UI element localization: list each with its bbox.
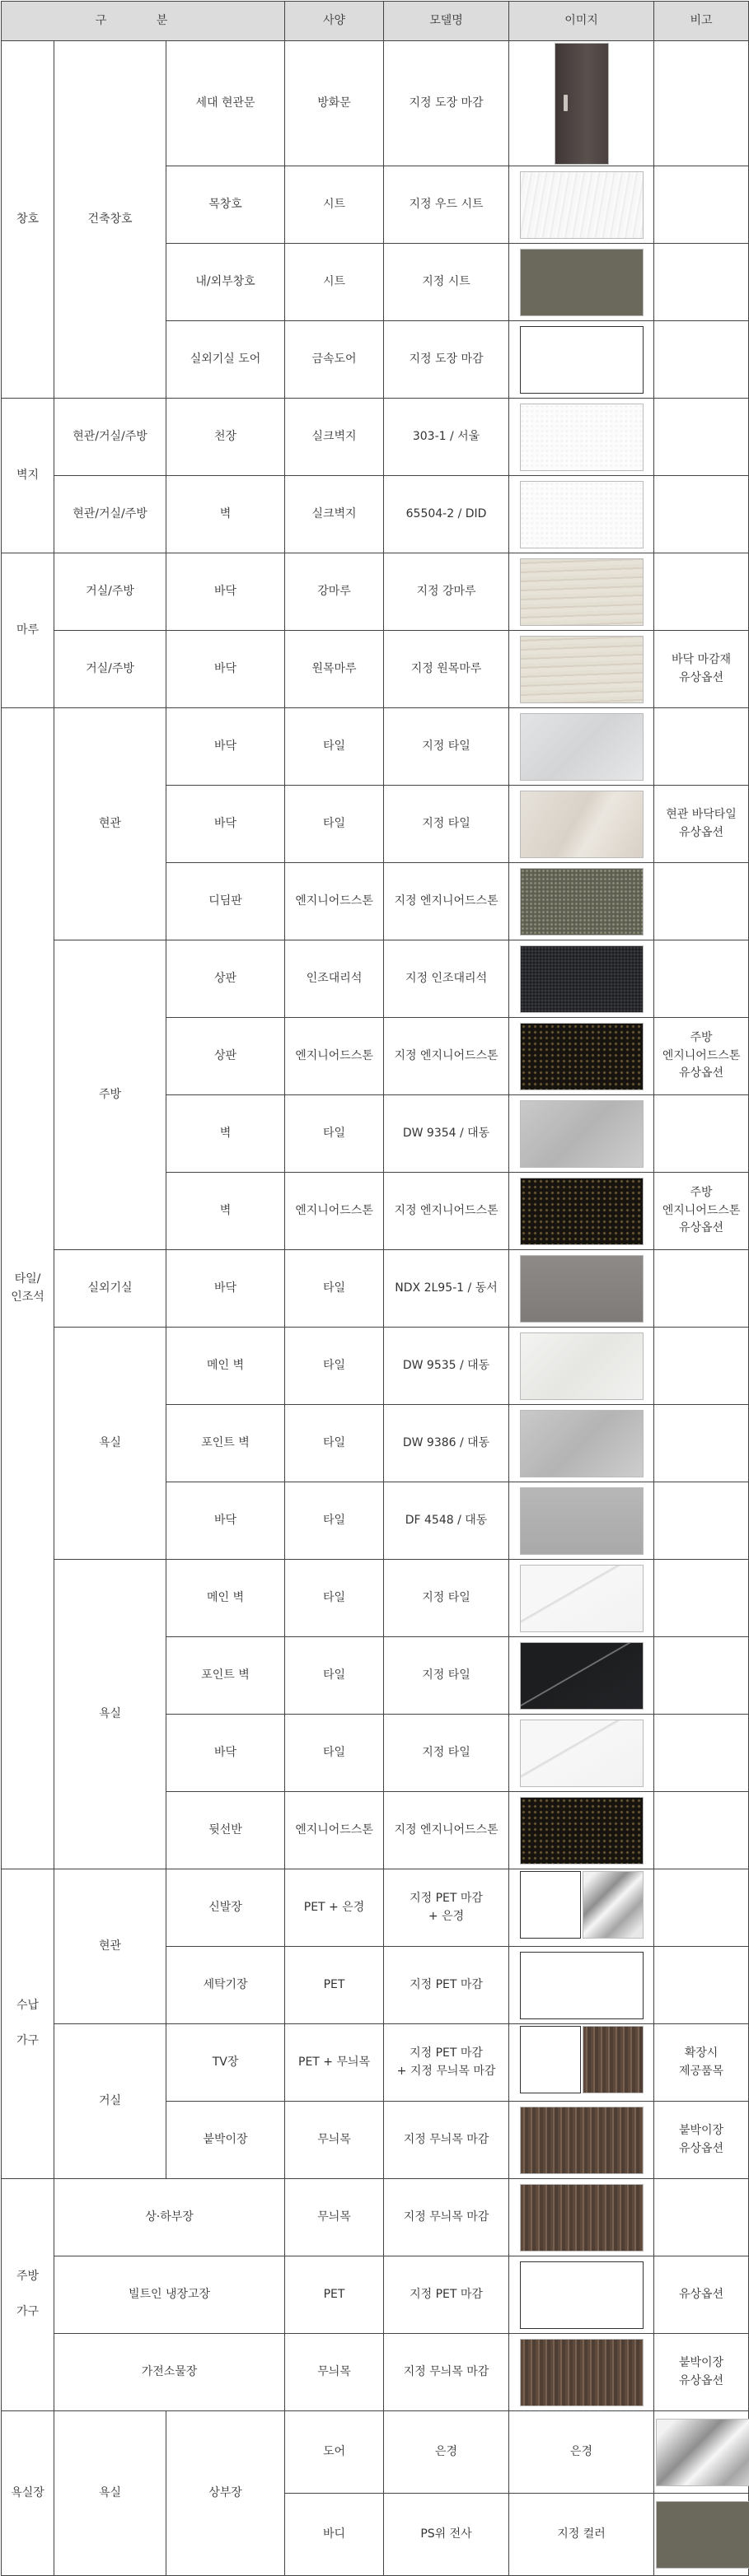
note-cell: [654, 1250, 749, 1328]
spec-cell: 엔지니어드스톤: [285, 1018, 384, 1095]
group-cell: 벽지: [2, 399, 54, 553]
item-cell: 신발장: [166, 1869, 285, 1947]
note-cell: [654, 1869, 749, 1947]
note-cell: [654, 1328, 749, 1405]
note-cell: [654, 1482, 749, 1560]
model-cell: 지정 원목마루: [384, 631, 509, 708]
spec-cell: 무늬목: [285, 2179, 384, 2256]
group-cell: 주방 가구: [2, 2179, 54, 2411]
item-cell: 벽: [166, 476, 285, 553]
image-cell: [509, 1173, 654, 1250]
item-cell: 천장: [166, 399, 285, 476]
table-row: [2, 631, 749, 708]
note-cell: 확장시 제공품목: [654, 2024, 749, 2102]
model-cell: 지정 PET 마감: [384, 1947, 509, 2024]
model-cell: 65504-2 / DID: [384, 476, 509, 553]
image-cell: [509, 166, 654, 244]
image-cell: [509, 41, 654, 166]
material-swatch: [520, 2261, 644, 2329]
door-image: [555, 43, 609, 165]
model-cell: NDX 2L95-1 / 동서: [384, 1250, 509, 1328]
item-cell: 벽: [166, 1173, 285, 1250]
item-cell: 바디: [285, 2494, 384, 2576]
note-cell: 현관 바닥타일 유상옵션: [654, 786, 749, 863]
model-cell: 은경: [509, 2411, 654, 2494]
image-cell: [509, 1482, 654, 1560]
group-cell: 수납 가구: [2, 1869, 54, 2179]
material-swatch: [520, 1100, 644, 1168]
group-cell: 마루: [2, 553, 54, 708]
material-swatch: [656, 2501, 749, 2569]
item-cell: 바닥: [166, 1250, 285, 1328]
image-cell: [509, 2334, 654, 2411]
item-cell: 벽: [166, 1095, 285, 1173]
model-cell: 지정 엔지니어드스톤: [384, 1173, 509, 1250]
spec-cell: 무늬목: [285, 2102, 384, 2179]
subgroup-cell: 빌트인 냉장고장: [54, 2256, 285, 2334]
subgroup-cell: 가전소물장: [54, 2334, 285, 2411]
item-cell: 바닥: [166, 1482, 285, 1560]
group-cell: 창호: [2, 41, 54, 399]
item-cell: 붙박이장: [166, 2102, 285, 2179]
material-swatch: [520, 326, 644, 394]
image-cell: [509, 1018, 654, 1095]
material-swatch: [583, 2026, 644, 2093]
material-swatch: [520, 171, 644, 239]
item-cell: 바닥: [166, 708, 285, 786]
image-cell: [509, 1560, 654, 1637]
group-cell: 욕실장: [2, 2411, 54, 2576]
note-cell: [654, 41, 749, 166]
note-cell: [654, 476, 749, 553]
finish-spec-table: [1, 1, 749, 2576]
image-cell: [509, 553, 654, 631]
note-cell: [654, 1637, 749, 1715]
item-cell: 디딤판: [166, 863, 285, 940]
image-cell: [509, 1095, 654, 1173]
model-cell: 지정 무늬목 마감: [384, 2179, 509, 2256]
swatch-pair: [520, 2026, 644, 2093]
subgroup-cell: 현관/거실/주방: [54, 476, 166, 553]
table-row: [2, 476, 749, 553]
spec-cell: PET + 무늬목: [285, 2024, 384, 2102]
image-cell: [509, 2256, 654, 2334]
image-cell: [509, 940, 654, 1018]
model-cell: 지정 타일: [384, 1715, 509, 1792]
material-swatch: [520, 945, 644, 1013]
spec-cell: 실크벽지: [285, 399, 384, 476]
item-cell: 도어: [285, 2411, 384, 2494]
subgroup-cell: 현관: [54, 1869, 166, 2024]
image-cell: [509, 2024, 654, 2102]
item-cell: 바닥: [166, 631, 285, 708]
image-cell: [509, 1792, 654, 1869]
model-cell: 지정 PET 마감 + 지정 무늬목 마감: [384, 2024, 509, 2102]
note-cell: [654, 244, 749, 321]
note-cell: [654, 1405, 749, 1482]
table-row: [2, 2334, 749, 2411]
material-swatch: [656, 2419, 749, 2486]
image-cell: [509, 631, 654, 708]
model-cell: 지정 엔지니어드스톤: [384, 1792, 509, 1869]
table-body: [2, 41, 749, 2576]
note-cell: [654, 399, 749, 476]
material-swatch: [520, 2026, 581, 2093]
image-cell: [509, 1947, 654, 2024]
item-cell: 실외기실 도어: [166, 321, 285, 399]
item-cell: 바닥: [166, 786, 285, 863]
model-cell: 지정 타일: [384, 786, 509, 863]
model-cell: 지정 우드 시트: [384, 166, 509, 244]
image-cell: [509, 2179, 654, 2256]
model-cell: 지정 무늬목 마감: [384, 2102, 509, 2179]
subgroup-cell: 거실/주방: [54, 553, 166, 631]
model-cell: 지정 PET 마감: [384, 2256, 509, 2334]
spec-cell: 타일: [285, 1405, 384, 1482]
model-cell: DW 9535 / 대동: [384, 1328, 509, 1405]
note-cell: 바닥 마감재 유상옵션: [654, 631, 749, 708]
subgroup-cell: 현관: [54, 708, 166, 940]
material-swatch: [520, 1952, 644, 2019]
model-cell: 지정 PET 마감 + 은경: [384, 1869, 509, 1947]
material-swatch: [583, 1871, 644, 1939]
spec-cell: 엔지니어드스톤: [285, 863, 384, 940]
spec-cell: 타일: [285, 1328, 384, 1405]
note-cell: [654, 708, 749, 786]
note-cell: [654, 553, 749, 631]
model-cell: DW 9354 / 대동: [384, 1095, 509, 1173]
model-cell: 지정 타일: [384, 708, 509, 786]
subgroup-cell: 건축창호: [54, 41, 166, 399]
model-cell: 지정 인조대리석: [384, 940, 509, 1018]
model-cell: 지정 엔지니어드스톤: [384, 863, 509, 940]
image-cell: [509, 321, 654, 399]
header-spec: 사양: [285, 2, 384, 41]
spec-cell: 시트: [285, 166, 384, 244]
model-cell: 지정 컬러: [509, 2494, 654, 2576]
note-cell: 유상옵션: [654, 2256, 749, 2334]
table-row: [2, 41, 749, 166]
spec-cell: 원목마루: [285, 631, 384, 708]
note-cell: [654, 940, 749, 1018]
note-cell: [654, 863, 749, 940]
table-row: [2, 1328, 749, 1405]
material-swatch: [520, 1023, 644, 1090]
item-cell: 바닥: [166, 553, 285, 631]
spec-cell: 엔지니어드스톤: [285, 1792, 384, 1869]
table-row: [2, 1869, 749, 1947]
table-row: [2, 1560, 749, 1637]
spec-cell: 타일: [285, 1482, 384, 1560]
spec-cell: PET + 은경: [285, 1869, 384, 1947]
model-cell: 지정 타일: [384, 1637, 509, 1715]
model-cell: 지정 타일: [384, 1560, 509, 1637]
header-model: 모델명: [384, 2, 509, 41]
spec-cell: PET: [285, 1947, 384, 2024]
material-swatch: [520, 2184, 644, 2252]
spec-cell: 타일: [285, 1095, 384, 1173]
model-cell: 지정 도장 마감: [384, 321, 509, 399]
image-cell: [509, 244, 654, 321]
note-cell: 붙박이장 유상옵션: [654, 2334, 749, 2411]
table-row: [2, 1250, 749, 1328]
spec-cell: 타일: [285, 1560, 384, 1637]
material-swatch: [520, 404, 644, 471]
spec-cell: 금속도어: [285, 321, 384, 399]
subgroup-cell: 욕실: [54, 1328, 166, 1560]
item-cell: 상판: [166, 1018, 285, 1095]
material-swatch: [520, 1565, 644, 1632]
subgroup-cell: 현관/거실/주방: [54, 399, 166, 476]
image-cell: [509, 1250, 654, 1328]
material-swatch: [520, 1178, 644, 1245]
item-cell: 뒷선반: [166, 1792, 285, 1869]
header-note: 비고: [654, 2, 749, 41]
model-cell: DF 4548 / 대동: [384, 1482, 509, 1560]
image-cell: [509, 399, 654, 476]
note-cell: [654, 2179, 749, 2256]
image-cell: [509, 2102, 654, 2179]
table-row: [2, 2179, 749, 2256]
spec-cell: PET: [285, 2256, 384, 2334]
note-cell: [654, 1560, 749, 1637]
image-cell: [509, 863, 654, 940]
item-cell: 바닥: [166, 1715, 285, 1792]
model-cell: 지정 엔지니어드스톤: [384, 1018, 509, 1095]
table-row: [2, 399, 749, 476]
item-cell: 상판: [166, 940, 285, 1018]
note-cell: 붙박이장 유상옵션: [654, 2102, 749, 2179]
material-swatch: [520, 636, 644, 703]
material-swatch: [520, 1255, 644, 1323]
model-cell: 지정 시트: [384, 244, 509, 321]
material-swatch: [520, 1410, 644, 1477]
spec-cell: PS위 전사: [384, 2494, 509, 2576]
image-cell: [509, 1328, 654, 1405]
subgroup-cell: 욕실: [54, 2411, 166, 2576]
note-cell: [654, 1095, 749, 1173]
spec-cell: 타일: [285, 1637, 384, 1715]
table-row: [2, 2411, 749, 2494]
table-row: [2, 553, 749, 631]
subgroup-cell: 상부장: [166, 2411, 285, 2576]
item-cell: 세탁기장: [166, 1947, 285, 2024]
door-handle-icon: [564, 95, 568, 111]
subgroup-cell: 주방: [54, 940, 166, 1250]
subgroup-cell: 실외기실: [54, 1250, 166, 1328]
material-swatch: [520, 1332, 644, 1400]
material-swatch: [520, 1797, 644, 1864]
material-swatch: [520, 249, 644, 316]
image-cell: [509, 1405, 654, 1482]
item-cell: 메인 벽: [166, 1328, 285, 1405]
spec-cell: 타일: [285, 786, 384, 863]
note-cell: 주방 엔지니어드스톤 유상옵션: [654, 1173, 749, 1250]
material-swatch: [520, 713, 644, 781]
image-cell: [654, 2494, 749, 2576]
image-cell: [654, 2411, 749, 2494]
image-cell: [509, 1869, 654, 1947]
material-swatch: [520, 2107, 644, 2174]
header-row: [2, 2, 749, 41]
item-cell: 내/외부창호: [166, 244, 285, 321]
material-swatch: [520, 481, 644, 548]
spec-cell: 실크벽지: [285, 476, 384, 553]
spec-cell: 시트: [285, 244, 384, 321]
spec-cell: 강마루: [285, 553, 384, 631]
table-row: [2, 940, 749, 1018]
item-cell: TV장: [166, 2024, 285, 2102]
note-cell: [654, 321, 749, 399]
image-cell: [509, 1715, 654, 1792]
group-cell: 타일/ 인조석: [2, 708, 54, 1869]
material-swatch: [520, 868, 644, 936]
model-cell: 지정 도장 마감: [384, 41, 509, 166]
table-row: [2, 2024, 749, 2102]
image-cell: [509, 1637, 654, 1715]
material-swatch: [520, 2339, 644, 2406]
image-cell: [509, 786, 654, 863]
note-cell: [654, 1947, 749, 2024]
material-swatch: [520, 791, 644, 858]
spec-cell: 방화문: [285, 41, 384, 166]
item-cell: 목창호: [166, 166, 285, 244]
swatch-pair: [520, 1871, 644, 1939]
spec-cell: 은경: [384, 2411, 509, 2494]
material-swatch: [520, 1871, 581, 1939]
header-image: 이미지: [509, 2, 654, 41]
material-swatch: [520, 1642, 644, 1710]
note-cell: 주방 엔지니어드스톤 유상옵션: [654, 1018, 749, 1095]
image-cell: [509, 476, 654, 553]
spec-cell: 인조대리석: [285, 940, 384, 1018]
item-cell: 메인 벽: [166, 1560, 285, 1637]
spec-cell: 타일: [285, 1715, 384, 1792]
material-swatch: [520, 1720, 644, 1787]
subgroup-cell: 거실/주방: [54, 631, 166, 708]
table-row: [2, 708, 749, 786]
material-swatch: [520, 558, 644, 626]
table-row: [2, 2256, 749, 2334]
material-swatch: [520, 1487, 644, 1555]
header-category: 구 분: [2, 2, 285, 41]
subgroup-cell: 거실: [54, 2024, 166, 2179]
subgroup-cell: 상·하부장: [54, 2179, 285, 2256]
model-cell: 지정 강마루: [384, 553, 509, 631]
note-cell: [654, 1792, 749, 1869]
subgroup-cell: 욕실: [54, 1560, 166, 1869]
note-cell: [654, 166, 749, 244]
spec-cell: 타일: [285, 1250, 384, 1328]
model-cell: DW 9386 / 대동: [384, 1405, 509, 1482]
item-cell: 포인트 벽: [166, 1637, 285, 1715]
model-cell: 303-1 / 서울: [384, 399, 509, 476]
model-cell: 지정 무늬목 마감: [384, 2334, 509, 2411]
item-cell: 포인트 벽: [166, 1405, 285, 1482]
image-cell: [509, 708, 654, 786]
spec-cell: 엔지니어드스톤: [285, 1173, 384, 1250]
spec-cell: 무늬목: [285, 2334, 384, 2411]
item-cell: 세대 현관문: [166, 41, 285, 166]
note-cell: [654, 1715, 749, 1792]
spec-cell: 타일: [285, 708, 384, 786]
